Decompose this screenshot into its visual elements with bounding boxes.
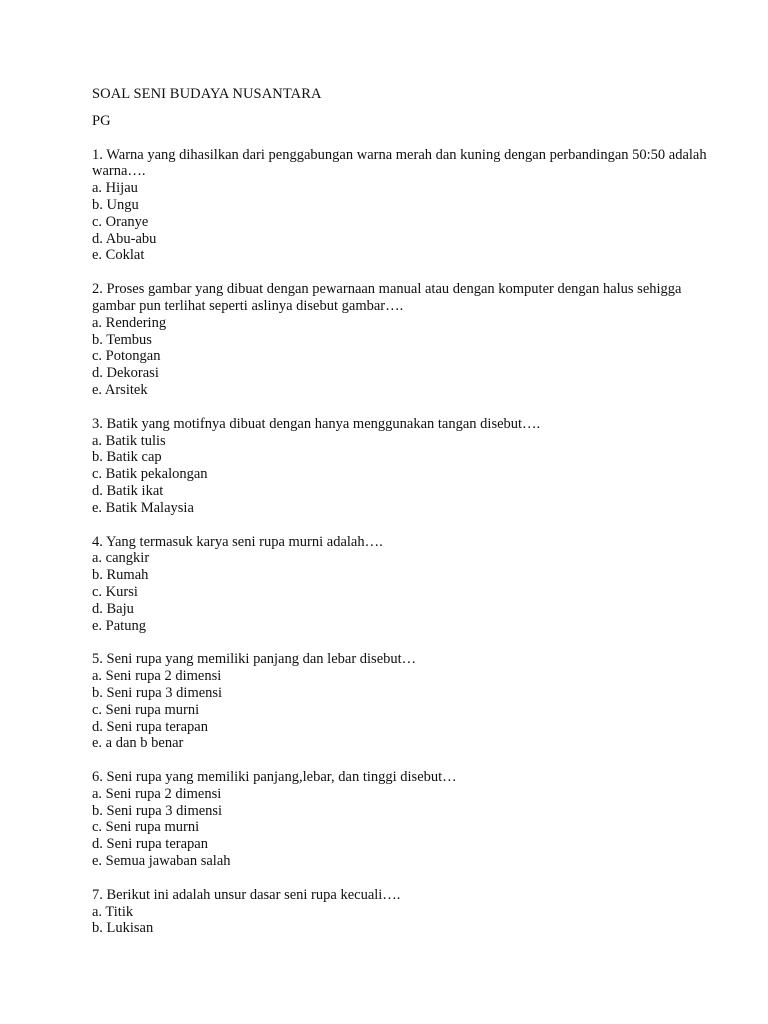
answer-option: d. Abu-abu <box>92 230 157 247</box>
answer-option: c. Oranye <box>92 213 149 230</box>
answer-option: c. Potongan <box>92 348 161 365</box>
answer-option: d. Dekorasi <box>92 365 159 382</box>
question-5 <box>92 651 712 752</box>
question-list <box>92 147 712 938</box>
answer-option: e. a dan b benar <box>92 735 184 752</box>
document-page <box>92 86 712 937</box>
answer-option: b. Seni rupa 3 dimensi <box>92 802 223 819</box>
answer-option: a. Seni rupa 2 dimensi <box>92 668 222 685</box>
answer-option: b. Rumah <box>92 567 149 584</box>
question-text: 1. Warna yang dihasilkan dari penggabungan warna merah dan kuning dengan perbandingan 50:50 adalah warna…. <box>92 146 707 180</box>
answer-option: e. Arsitek <box>92 381 148 398</box>
question-text: 2. Proses gambar yang dibuat dengan pewarnaan manual atau dengan komputer dengan halus sehigga gambar pun terlihat seperti aslinya disebut gambar…. <box>92 281 682 314</box>
answer-option: d. Seni rupa terapan <box>92 836 208 853</box>
question-text: 4. Yang termasuk karya seni rupa murni adalah…. <box>92 533 383 550</box>
answer-options <box>92 433 712 517</box>
answer-option: e. Patung <box>92 617 146 634</box>
question-4 <box>92 534 712 635</box>
question-7 <box>92 887 712 937</box>
answer-options <box>92 904 712 938</box>
answer-option: c. Batik pekalongan <box>92 466 208 483</box>
answer-options <box>92 180 712 264</box>
answer-option: c. Kursi <box>92 583 138 600</box>
answer-options <box>92 550 712 634</box>
answer-option: b. Seni rupa 3 dimensi <box>92 684 223 701</box>
answer-options <box>92 315 712 399</box>
question-2 <box>92 281 712 399</box>
answer-options <box>92 786 712 870</box>
question-3 <box>92 416 712 517</box>
answer-option: a. Batik tulis <box>92 432 166 449</box>
answer-option: a. Hijau <box>92 180 138 197</box>
answer-option: a. cangkir <box>92 550 150 567</box>
question-1 <box>92 147 712 265</box>
answer-option: b. Ungu <box>92 196 139 213</box>
question-text: 7. Berikut ini adalah unsur dasar seni rupa kecuali…. <box>92 886 401 903</box>
question-text: 6. Seni rupa yang memiliki panjang,lebar, dan tinggi disebut… <box>92 769 457 786</box>
question-text: 5. Seni rupa yang memiliki panjang dan lebar disebut… <box>92 651 417 668</box>
section-label: PG <box>92 112 111 129</box>
answer-option: c. Seni rupa murni <box>92 819 200 836</box>
answer-option: e. Coklat <box>92 247 145 264</box>
answer-option: a. Rendering <box>92 314 167 331</box>
answer-option: b. Batik cap <box>92 449 162 466</box>
question-6 <box>92 769 712 870</box>
answer-option: e. Batik Malaysia <box>92 499 194 516</box>
answer-option: c. Seni rupa murni <box>92 701 200 718</box>
question-text: 3. Batik yang motifnya dibuat dengan hanya menggunakan tangan disebut…. <box>92 415 541 432</box>
answer-option: b. Tembus <box>92 331 152 348</box>
answer-option: b. Lukisan <box>92 920 154 937</box>
answer-options <box>92 668 712 752</box>
answer-option: d. Seni rupa terapan <box>92 718 208 735</box>
answer-option: a. Titik <box>92 903 134 920</box>
answer-option: d. Baju <box>92 600 134 617</box>
answer-option: d. Batik ikat <box>92 482 164 499</box>
document-title: SOAL SENI BUDAYA NUSANTARA <box>92 86 322 102</box>
answer-option: e. Semua jawaban salah <box>92 853 231 870</box>
answer-option: a. Seni rupa 2 dimensi <box>92 785 222 802</box>
